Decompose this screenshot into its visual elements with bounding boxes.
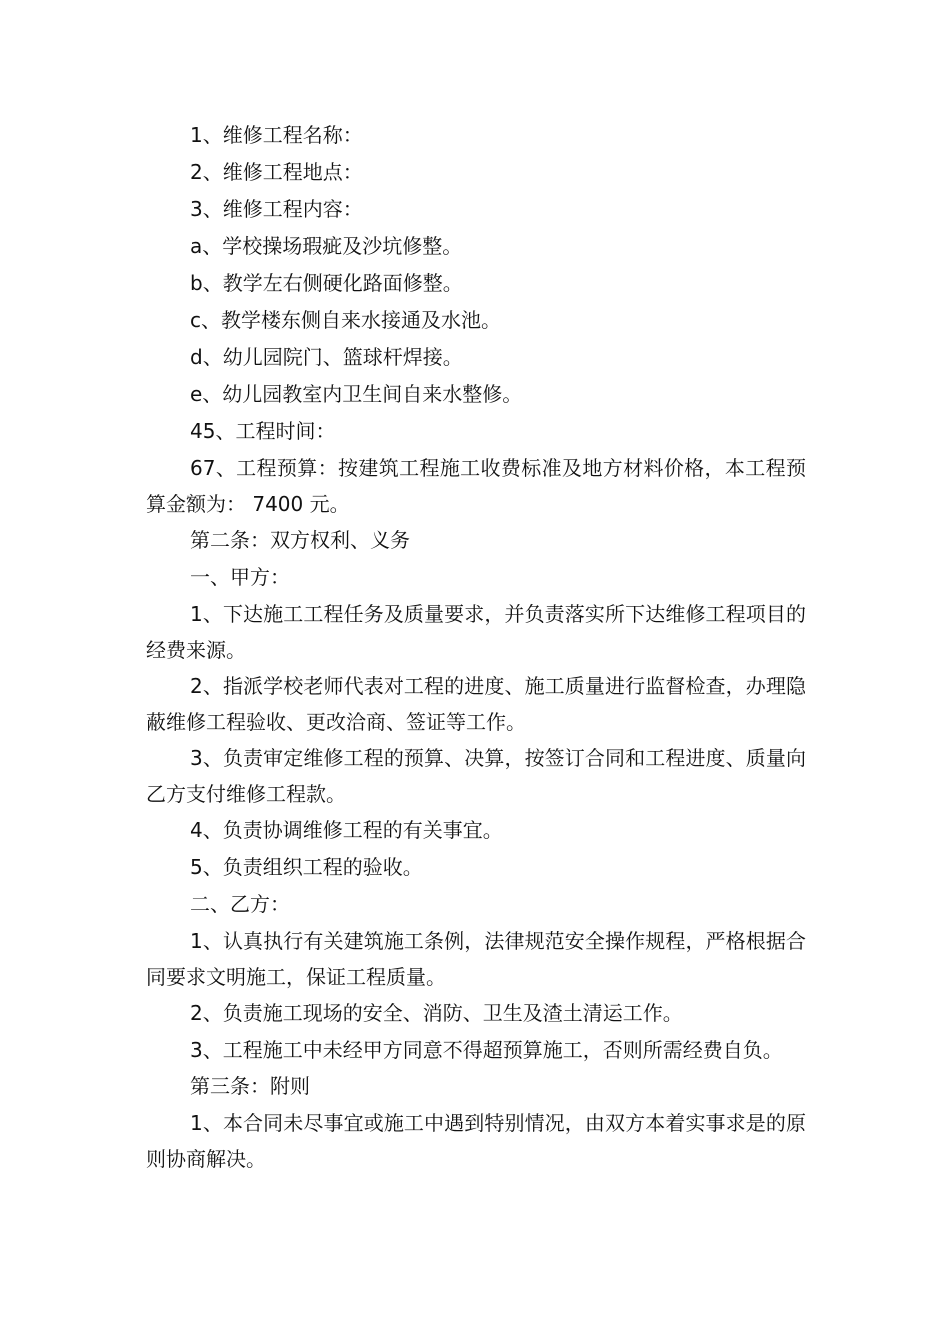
item-project-name: 1、维修工程名称：: [190, 123, 363, 147]
appendix-item-1: 1、本合同未尽事宜或施工中遇到特别情况，由双方本着实事求是的原则协商解决。: [146, 1111, 806, 1171]
party-a-item-3: 3、负责审定维修工程的预算、决算，按签订合同和工程进度、质量向乙方支付维修工程款。: [146, 746, 806, 806]
party-a-item-2: 2、指派学校老师代表对工程的进度、施工质量进行监督检查，办理隐蔽维修工程验收、更改洽商、签证等工作。: [146, 674, 806, 734]
item-content-d: d、幼儿园院门、篮球杆焊接。: [190, 345, 463, 369]
item-content-b: b、教学左右侧硬化路面修整。: [190, 271, 463, 295]
section-heading-rights: 第二条：双方权利、义务: [190, 528, 410, 552]
document-body: [146, 117, 806, 1177]
party-a-item-1: 1、下达施工工程任务及质量要求，并负责落实所下达维修工程项目的经费来源。: [146, 602, 806, 662]
item-content-c: c、教学楼东侧自来水接通及水池。: [190, 308, 501, 332]
item-content-a: a、学校操场瑕疵及沙坑修整。: [190, 234, 463, 258]
party-b-item-3: 3、工程施工中未经甲方同意不得超预算施工，否则所需经费自负。: [190, 1038, 783, 1062]
section-heading-appendix: 第三条：附则: [190, 1074, 310, 1098]
party-b-item-2: 2、负责施工现场的安全、消防、卫生及渣土清运工作。: [190, 1001, 683, 1025]
item-project-budget: 67、工程预算：按建筑工程施工收费标准及地方材料价格，本工程预算金额为： 7400 元。: [146, 456, 806, 516]
item-content-e: e、幼儿园教室内卫生间自来水整修。: [190, 382, 523, 406]
item-project-content: 3、维修工程内容：: [190, 197, 363, 221]
party-b-heading: 二、乙方：: [190, 892, 290, 916]
party-b-item-1: 1、认真执行有关建筑施工条例，法律规范安全操作规程，严格根据合同要求文明施工，保证工程质量。: [146, 929, 806, 989]
party-a-heading: 一、甲方：: [190, 565, 290, 589]
party-a-item-5: 5、负责组织工程的验收。: [190, 855, 423, 879]
item-project-time: 45、工程时间：: [190, 419, 336, 443]
item-project-location: 2、维修工程地点：: [190, 160, 363, 184]
party-a-item-4: 4、负责协调维修工程的有关事宜。: [190, 818, 503, 842]
